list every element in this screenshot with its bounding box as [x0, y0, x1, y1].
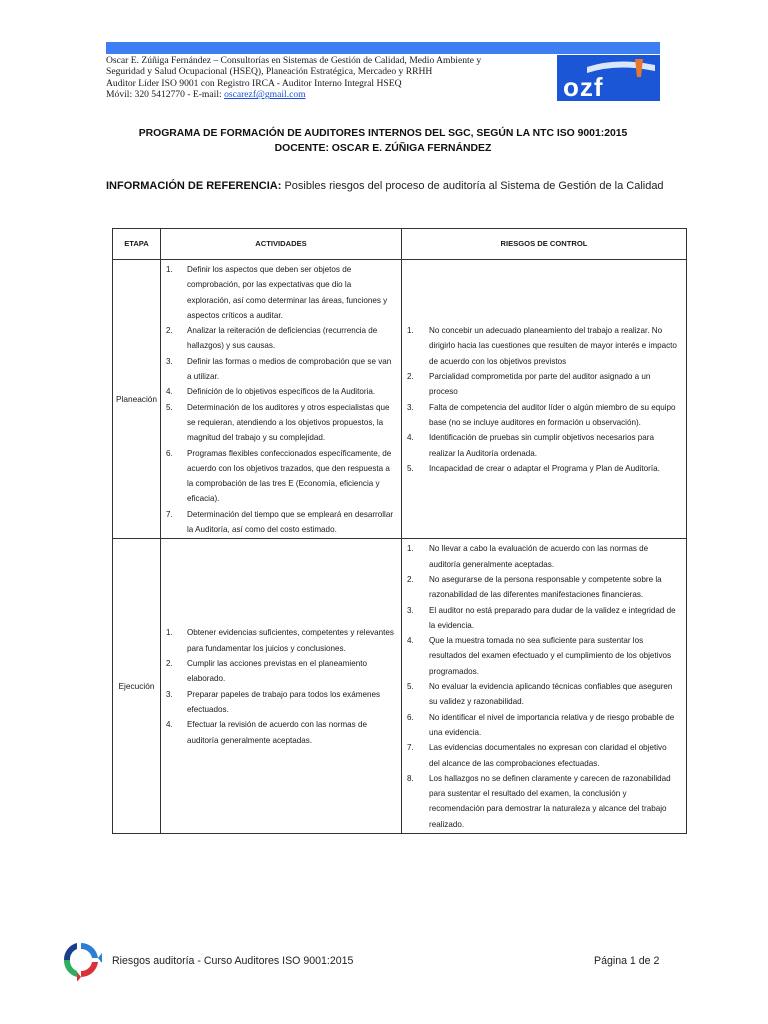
stage-cell: Ejecución	[113, 539, 161, 834]
email-link[interactable]: oscarezf@gmail.com	[224, 89, 306, 101]
risks-item-text: Identificación de pruebas sin cumplir objetivos necesarios para realizar la Auditoría ordenada.	[429, 433, 654, 458]
activities-item	[163, 507, 395, 538]
col-header-activities: ACTIVIDADES	[161, 229, 402, 260]
activities-item	[163, 323, 395, 354]
activities-item-text: Preparar papeles de trabajo para todos los exámenes efectuados.	[187, 689, 381, 714]
activities-item-number: 5.	[166, 402, 173, 412]
activities-item-text: Definición de lo objetivos específicos de la Auditoria.	[187, 387, 376, 397]
table-row	[113, 260, 687, 539]
risks-item	[404, 771, 678, 832]
risks-item	[404, 461, 678, 476]
stage-cell: Planeación	[113, 260, 161, 539]
activities-list	[163, 262, 395, 537]
risks-item-number: 4.	[407, 636, 414, 646]
activities-item-number: 1.	[166, 628, 173, 638]
risks-item	[404, 323, 678, 369]
risks-item-number: 3.	[407, 605, 414, 615]
risks-item-number: 4.	[407, 433, 414, 443]
activities-item-text: Efectuar la revisión de acuerdo con las normas de auditoría generalmente aceptadas.	[187, 720, 367, 745]
risks-item	[404, 369, 678, 400]
risks-item-number: 5.	[407, 682, 414, 692]
activities-item	[163, 687, 395, 718]
activities-item	[163, 262, 395, 323]
risks-item-number: 2.	[407, 372, 414, 382]
header-contact	[106, 89, 546, 100]
activities-item-text: Analizar la reiteración de deficiencias (recurrencia de hallazgos) y sus causas.	[187, 326, 378, 351]
risks-item	[404, 603, 678, 634]
title-line-1: PROGRAMA DE FORMACIÓN DE AUDITORES INTERNOS DEL SGC, SEGÚN LA NTC ISO 9001:2015	[138, 128, 628, 139]
activities-cell	[161, 539, 402, 834]
risks-item	[404, 633, 678, 679]
risks-item-text: No concebir un adecuado planeamiento del trabajo a realizar. No dirigirlo hacia las cuestiones que resulten de mayor interés e impacto de acuerdo con los objetivos previstos	[429, 326, 677, 366]
activities-item	[163, 717, 395, 748]
activities-item-text: Cumplir las acciones previstas en el planeamiento elaborado.	[187, 659, 367, 684]
header-line-2: Seguridad y Salud Ocupacional (HSEQ), Planeación Estratégica, Mercadeo y RRHH	[106, 66, 433, 78]
risks-item-number: 1.	[407, 544, 414, 554]
document-title	[106, 126, 660, 156]
risks-item	[404, 740, 678, 771]
risks-item	[404, 572, 678, 603]
table-header-row	[113, 229, 687, 260]
activities-item	[163, 656, 395, 687]
activities-item-text: Definir los aspectos que deben ser objetos de comprobación, por las expectativas que dio la exploración, así como determinar las áreas, funciones y aspectos críticos a auditar.	[187, 265, 388, 320]
activities-cell	[161, 260, 402, 539]
risks-item-number: 1.	[407, 326, 414, 336]
risks-item-text: No identificar el nivel de importancia relativa y de riesgo probable de una evidencia.	[429, 712, 675, 737]
risks-item-text: Parcialidad comprometida por parte del auditor asignado a un proceso	[429, 372, 651, 397]
risks-item-number: 8.	[407, 773, 414, 783]
risks-item-text: No evaluar la evidencia aplicando técnicas confiables que aseguren su validez y razonabilidad.	[429, 682, 673, 707]
table-row	[113, 539, 687, 834]
risks-item-number: 5.	[407, 463, 414, 473]
activities-item-number: 3.	[166, 689, 173, 699]
company-logo	[557, 55, 660, 101]
col-header-risks: RIESGOS DE CONTROL	[402, 229, 687, 260]
activities-item-number: 4.	[166, 387, 173, 397]
activities-item-text: Definir las formas o medios de comprobación que se van a utilizar.	[187, 356, 392, 382]
risks-item	[404, 541, 678, 572]
risks-item-text: Incapacidad de crear o adaptar el Programa y Plan de Auditoría.	[429, 463, 660, 473]
logo-text: ozf	[563, 72, 604, 101]
risks-cell	[402, 260, 687, 539]
activities-item	[163, 400, 395, 446]
reference-text: Posibles riesgos del proceso de auditoría al Sistema de Gestión de la Calidad	[281, 180, 664, 192]
activities-item-number: 6.	[166, 448, 173, 458]
risks-cell	[402, 539, 687, 834]
activities-item-text: Programas flexibles confeccionados específicamente, de acuerdo con los objetivos trazados, que den respuesta a la comprobación de las tres E (Economía, eficiencia y eficacia).	[187, 448, 392, 504]
activities-item	[163, 625, 395, 656]
reference-label: INFORMACIÓN DE REFERENCIA:	[106, 180, 282, 192]
risks-item-text: Falta de competencia del auditor líder o algún miembro de su equipo base (no se incluye auditores en formación u observación).	[429, 402, 676, 427]
header-line-3: Auditor Líder ISO 9001 con Registro IRCA - Auditor Interno Integral HSEQ	[106, 77, 402, 89]
risks-item-text: No asegurarse de la persona responsable y competente sobre la razonabilidad de las diferentes manifestaciones financieras.	[429, 574, 662, 600]
reference-info	[106, 178, 666, 194]
footer-page-number: Página 1 de 2	[594, 955, 660, 967]
contact-prefix: Móvil: 320 5412770 - E-mail:	[106, 89, 225, 101]
risks-item-text: Los hallazgos no se definen claramente y carecen de razonabilidad para sustentar el resultado del examen, la conclusión y recomendación para demostrar la naturaleza y alcance del trabajo realizado.	[429, 773, 671, 829]
activities-item-text: Obtener evidencias suficientes, competentes y relevantes para fundamentar los juicios y conclusiones.	[187, 628, 394, 653]
author-header	[106, 55, 546, 101]
activities-item-number: 4.	[166, 720, 173, 730]
activities-item	[163, 384, 395, 399]
activities-item-text: Determinación de los auditores y otros especialistas que se requieran, atendiendo a los objetivos propuestos, la magnitud del trabajo y su complejidad.	[187, 402, 390, 443]
risks-item-text: El auditor no está preparado para dudar de la validez e integridad de la evidencia.	[429, 605, 676, 630]
activities-item-number: 2.	[166, 659, 173, 669]
activities-item-text: Determinación del tiempo que se empleará en desarrollar la Auditoría, así como del costo estimado.	[187, 509, 394, 535]
title-line-2: DOCENTE: OSCAR E. ZÚÑIGA FERNÁNDEZ	[274, 143, 492, 154]
risks-item	[404, 400, 678, 431]
risks-item	[404, 710, 678, 741]
col-header-stage: ETAPA	[113, 229, 161, 260]
risks-item-number: 3.	[407, 402, 414, 412]
recycle-arrows-logo-icon	[60, 939, 102, 981]
activities-item-number: 2.	[166, 326, 173, 336]
risks-item-number: 2.	[407, 574, 414, 584]
footer-course-label: Riesgos auditoría - Curso Auditores ISO 9001:2015	[112, 955, 354, 967]
activities-item-number: 1.	[166, 265, 173, 274]
risks-item-text: Que la muestra tomada no sea suficiente para sustentar los resultados del examen efectuado y el cumplimiento de los objetivos programados.	[429, 636, 672, 676]
activities-item	[163, 354, 395, 385]
audit-risk-table	[112, 228, 687, 834]
header-line-1: Oscar E. Zúñiga Fernández – Consultorías en Sistemas de Gestión de Calidad, Medio Ambiente y	[106, 55, 482, 66]
activities-list	[163, 625, 395, 747]
risks-item	[404, 679, 678, 710]
activities-item	[163, 446, 395, 507]
risks-list	[404, 541, 678, 832]
activities-item-number: 7.	[166, 509, 173, 519]
risks-item-text: No llevar a cabo la evaluación de acuerdo con las normas de auditoría generalmente aceptadas.	[429, 544, 649, 569]
header-color-bar	[106, 42, 660, 54]
activities-item-number: 3.	[166, 356, 173, 366]
risks-item-number: 7.	[407, 743, 414, 753]
risks-item-text: Las evidencias documentales no expresan con claridad el objetivo del alcance de las comprobaciones efectuadas.	[429, 743, 667, 768]
risks-list	[404, 323, 678, 476]
risks-item	[404, 430, 678, 461]
risks-item-number: 6.	[407, 712, 414, 722]
